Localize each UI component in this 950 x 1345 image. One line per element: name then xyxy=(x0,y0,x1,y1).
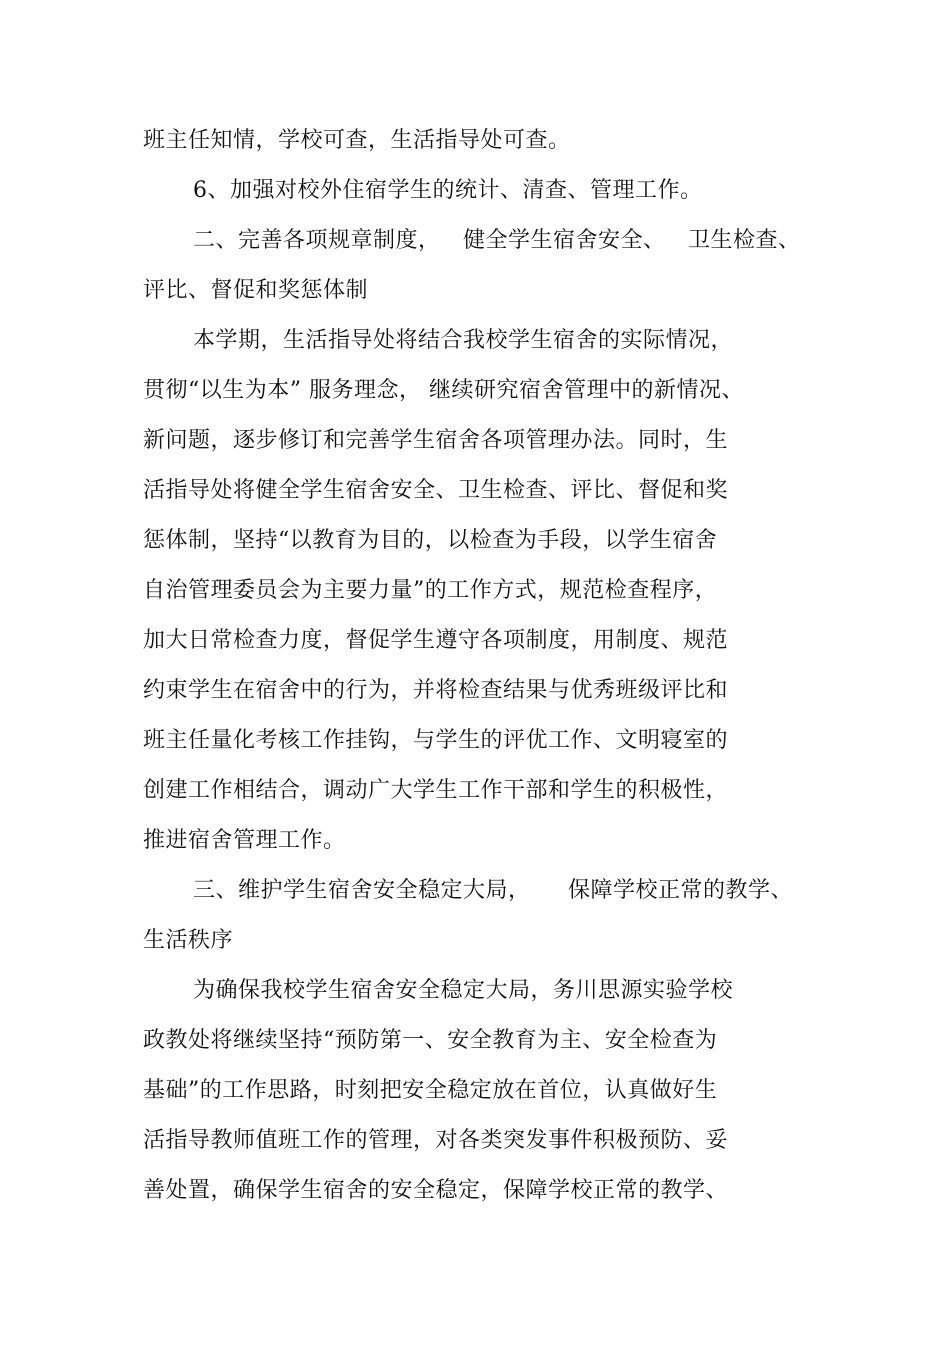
list-item-6: 6、加强对校外住宿学生的统计、清查、管理工作。 xyxy=(193,178,703,203)
paragraph-line: 贯彻“以生为本” 服务理念， 继续研究宿舍管理中的新情况、 xyxy=(143,378,744,403)
paragraph-line: 善处置，确保学生宿舍的安全稳定，保障学校正常的教学、 xyxy=(143,1178,729,1203)
text-line: 班主任知情，学校可查，生活指导处可查。 xyxy=(143,128,571,153)
paragraph-line: 加大日常检查力度，督促学生遵守各项制度，用制度、规范 xyxy=(143,628,729,653)
paragraph-line: 惩体制，坚持“以教育为目的，以检查为手段，以学生宿舍 xyxy=(143,528,718,553)
paragraph-line: 班主任量化考核工作挂钩，与学生的评优工作、文明寝室的 xyxy=(143,728,729,753)
paragraph-line: 新问题，逐步修订和完善学生宿舍各项管理办法。同时，生 xyxy=(143,428,729,453)
section-heading-3: 三、维护学生宿舍安全稳定大局， 保障学校正常的教学、 xyxy=(193,878,793,903)
paragraph-line: 为确保我校学生宿舍安全稳定大局，务川思源实验学校 xyxy=(193,978,734,1003)
paragraph-line: 创建工作相结合，调动广大学生工作干部和学生的积极性， xyxy=(143,778,729,803)
paragraph-line: 自治管理委员会为主要力量”的工作方式，规范检查程序， xyxy=(143,578,718,603)
section-heading-3-cont: 生活秩序 xyxy=(143,928,234,953)
paragraph-line: 推进宿舍管理工作。 xyxy=(143,828,346,853)
section-heading-2: 二、完善各项规章制度， 健全学生宿舍安全、 卫生检查、 xyxy=(193,228,801,253)
paragraph-line: 政教处将继续坚持“预防第一、安全教育为主、安全检查为 xyxy=(143,1028,718,1053)
section-heading-2-cont: 评比、督促和奖惩体制 xyxy=(143,278,369,303)
paragraph-line: 活指导教师值班工作的管理，对各类突发事件积极预防、妥 xyxy=(143,1128,729,1153)
paragraph-line: 活指导处将健全学生宿舍安全、卫生检查、评比、督促和奖 xyxy=(143,478,729,503)
paragraph-line: 约束学生在宿舍中的行为，并将检查结果与优秀班级评比和 xyxy=(143,678,729,703)
paragraph-line: 基础”的工作思路，时刻把安全稳定放在首位，认真做好生 xyxy=(143,1078,718,1103)
paragraph-line: 本学期，生活指导处将结合我校学生宿舍的实际情况， xyxy=(193,328,734,353)
